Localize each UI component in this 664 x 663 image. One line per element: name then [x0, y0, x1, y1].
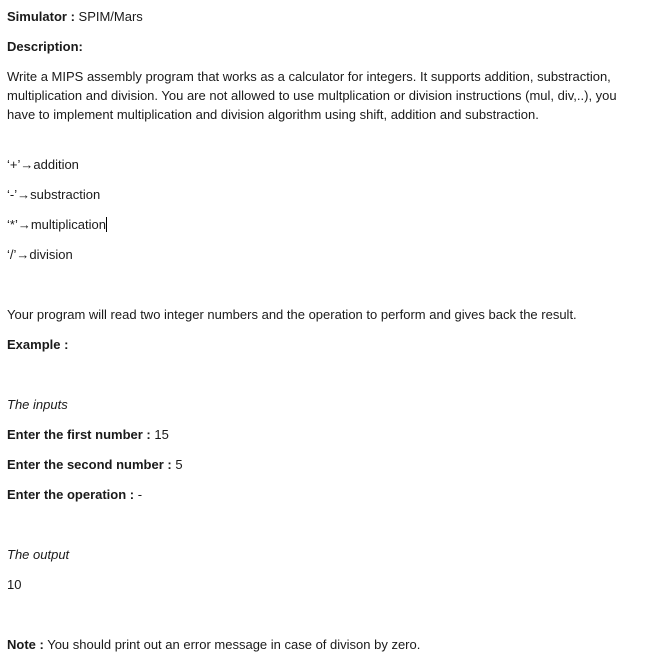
text-cursor: [106, 217, 107, 232]
operation-line: [7, 485, 142, 504]
right-arrow-icon: →: [17, 187, 31, 202]
first-number-label: Enter the first number :: [7, 427, 151, 442]
right-arrow-icon: →: [16, 247, 30, 262]
operation-symbol: ‘*’: [7, 217, 18, 232]
operation-name: addition: [33, 157, 79, 172]
note-line: [7, 635, 420, 654]
operation-value: -: [134, 487, 143, 502]
operation-name: division: [29, 247, 73, 262]
operation-addition: [7, 155, 79, 174]
operation-label: Enter the operation :: [7, 487, 135, 502]
second-number-line: [7, 455, 183, 474]
operation-substraction: [7, 185, 100, 204]
note-label: Note :: [7, 637, 44, 652]
operation-multiplication: [7, 215, 107, 234]
operation-symbol: ‘/’: [7, 247, 17, 262]
second-number-label: Enter the second number :: [7, 457, 172, 472]
operation-symbol: ‘+’: [7, 157, 21, 172]
example-heading: Example :: [7, 337, 69, 352]
first-number-line: [7, 425, 169, 444]
operation-symbol: ‘-’: [7, 187, 18, 202]
description-heading: Description:: [7, 39, 83, 54]
simulator-line: [7, 7, 143, 26]
simulator-value: SPIM/Mars: [74, 9, 143, 24]
output-value: 10: [7, 577, 22, 592]
right-arrow-icon: →: [17, 217, 31, 232]
note-text: You should print out an error message in case of divison by zero.: [43, 637, 421, 652]
operation-name: multiplication: [30, 217, 106, 232]
operation-division: [7, 245, 73, 264]
second-number-value: 5: [171, 457, 183, 472]
inputs-title: The inputs: [7, 397, 68, 412]
output-title: The output: [7, 547, 70, 562]
first-number-value: 15: [150, 427, 169, 442]
simulator-label: Simulator :: [7, 9, 75, 24]
program-note: Your program will read two integer numbers and the operation to perform and gives back the result.: [7, 307, 577, 322]
operation-name: substraction: [30, 187, 101, 202]
description-text: Write a MIPS assembly program that works as a calculator for integers. It supports addition, substraction, multiplication and division. You are not allowed to use multplication or division instructions (mul, div,..), you have to implement multiplication and division algorithm using shift, addition and substraction.: [7, 69, 617, 122]
right-arrow-icon: →: [20, 157, 34, 172]
